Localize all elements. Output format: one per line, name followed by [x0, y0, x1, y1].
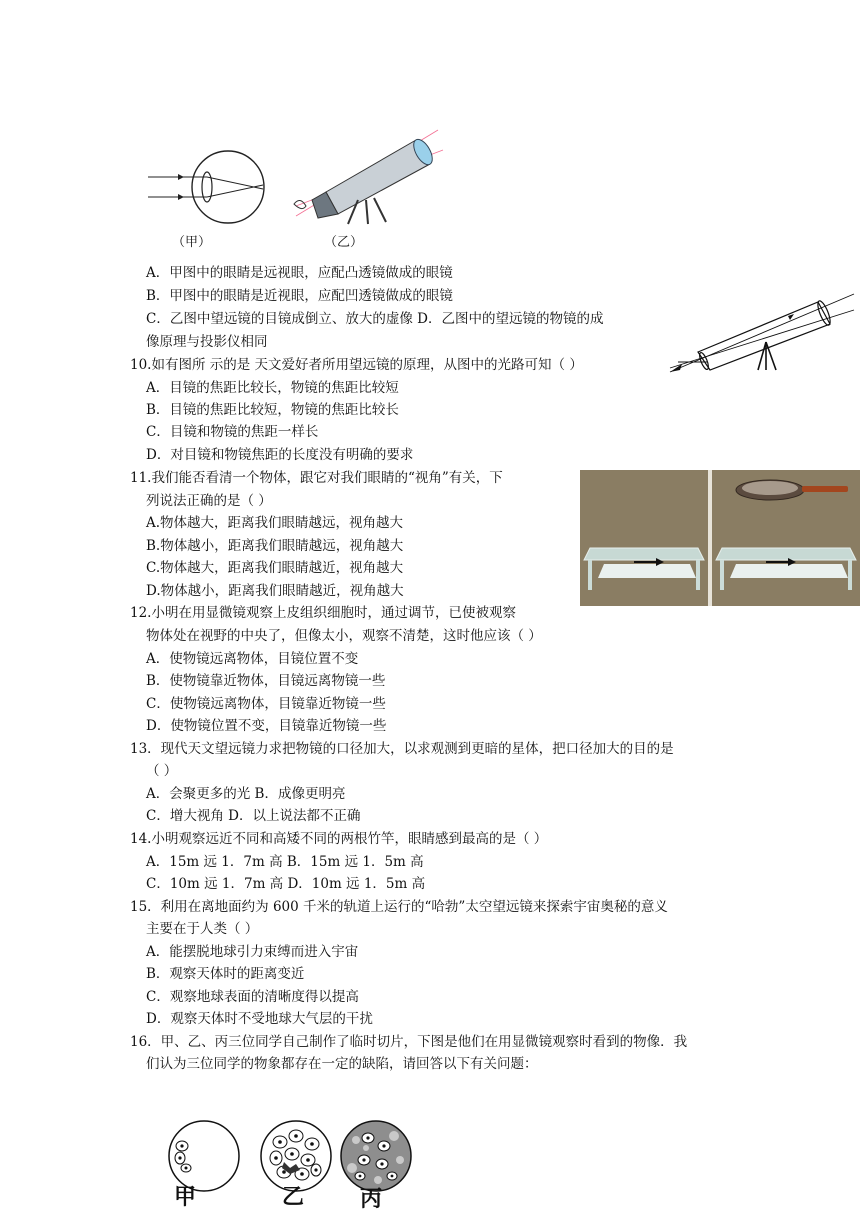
q10-stem: 10.如有图所 示的是 天文爱好者所用望远镜的原理，从图中的光路可知（ ）: [130, 357, 583, 373]
q10-option-d: D．对目镜和物镜焦距的长度没有明确的要求: [146, 447, 414, 463]
eye-diagram: [148, 145, 276, 235]
q12-option-c: C．使物镜远离物体，目镜靠近物镜一些: [146, 696, 386, 712]
q12-stem-line1: 12.小明在用显微镜观察上皮组织细胞时，通过调节，已使被观察: [130, 605, 516, 621]
q12-option-d: D．使物镜位置不变，目镜靠近物镜一些: [146, 718, 387, 734]
q11-option-c: C.物体越大，距离我们眼睛越近，视角越大: [146, 560, 404, 576]
q13-options-c-d: C．增大视角 D．以上说法都不正确: [146, 808, 361, 824]
q9-option-a: A．甲图中的眼睛是远视眼，应配凸透镜做成的眼镜: [146, 265, 453, 281]
q13-stem-line1: 13．现代天文望远镜力求把物镜的口径加大，以求观测到更暗的星体，把口径加大的目的是: [130, 741, 674, 757]
q12-stem-line2: 物体处在视野的中央了，但像太小，观察不清楚，这时他应该（ ）: [146, 628, 542, 644]
q11-stem-line1: 11.我们能否看清一个物体，跟它对我们眼睛的“视角”有关，下: [130, 470, 503, 486]
fig-label-bing-bottom: 丙: [360, 1186, 383, 1212]
q12-option-b: B．使物镜靠近物体，目镜远离物镜一些: [146, 673, 386, 689]
q11-option-a: A.物体越大，距离我们眼睛越远，视角越大: [146, 515, 404, 531]
q14-stem: 14.小明观察远近不同和高矮不同的两根竹竿，眼睛感到最高的是（ ）: [130, 831, 548, 847]
q13-stem-line2: （ ）: [146, 763, 178, 779]
q14-options-c-d: C．10m 远 1．7m 高 D．10m 远 1．5m 高: [146, 876, 426, 892]
q15-option-a: A．能摆脱地球引力束缚而进入宇宙: [146, 944, 359, 960]
q15-option-d: D．观察天体时不受地球大气层的干扰: [146, 1011, 373, 1027]
fig-label-yi: （乙）: [324, 235, 364, 250]
q15-option-b: B．观察天体时的距离变近: [146, 966, 305, 982]
q11-option-b: B.物体越小，距离我们眼睛越远，视角越大: [146, 538, 404, 554]
q15-option-c: C．观察地球表面的清晰度得以提高: [146, 989, 359, 1005]
magnifier-photo: [580, 470, 860, 606]
q10-option-c: C．目镜和物镜的焦距一样长: [146, 424, 319, 440]
q14-options-a-b: A．15m 远 1．7m 高 B．15m 远 1．5m 高: [146, 854, 424, 870]
q9-option-b: B．甲图中的眼睛是近视眼，应配凹透镜做成的眼镜: [146, 288, 453, 304]
q12-option-a: A．使物镜远离物体，目镜位置不变: [146, 651, 359, 667]
telescope-ray-diagram: [668, 290, 858, 376]
q16-stem-line1: 16．甲、乙、丙三位同学自己制作了临时切片，下图是他们在用显微镜观察时看到的物像．我: [130, 1034, 688, 1050]
q13-options-a-b: A．会聚更多的光 B．成像更明亮: [146, 786, 346, 802]
q11-stem-line2: 列说法正确的是（ ）: [146, 493, 272, 509]
q11-option-d: D.物体越小，距离我们眼睛越近，视角越大: [146, 583, 404, 599]
q15-stem-line2: 主要在于人类（ ）: [146, 921, 259, 937]
fig-label-yi-bottom: 乙: [282, 1184, 305, 1210]
q10-option-b: B．目镜的焦距比较短，物镜的焦距比较长: [146, 402, 399, 418]
fig-label-jia: （甲）: [172, 235, 212, 250]
q15-stem-line1: 15．利用在离地面约为 600 千米的轨道上运行的“哈勃”太空望远镜来探索宇宙奥秘的意义: [130, 899, 668, 915]
fig-label-jia-bottom: 甲: [174, 1184, 197, 1210]
microscope-view-yi: [258, 1118, 334, 1194]
microscope-view-jia: [166, 1118, 242, 1194]
q9-option-c-d: C．乙图中望远镜的目镜成倒立、放大的虚像 D．乙图中的望远镜的物镜的成: [146, 311, 604, 327]
telescope-photo: [288, 128, 448, 226]
microscope-view-bing: [338, 1118, 414, 1194]
q16-stem-line2: 们认为三位同学的物象都存在一定的缺陷，请回答以下有关问题：: [146, 1056, 538, 1072]
q9-option-d-cont: 像原理与投影仪相同: [146, 334, 268, 350]
q10-option-a: A．目镜的焦距比较长，物镜的焦距比较短: [146, 380, 399, 396]
